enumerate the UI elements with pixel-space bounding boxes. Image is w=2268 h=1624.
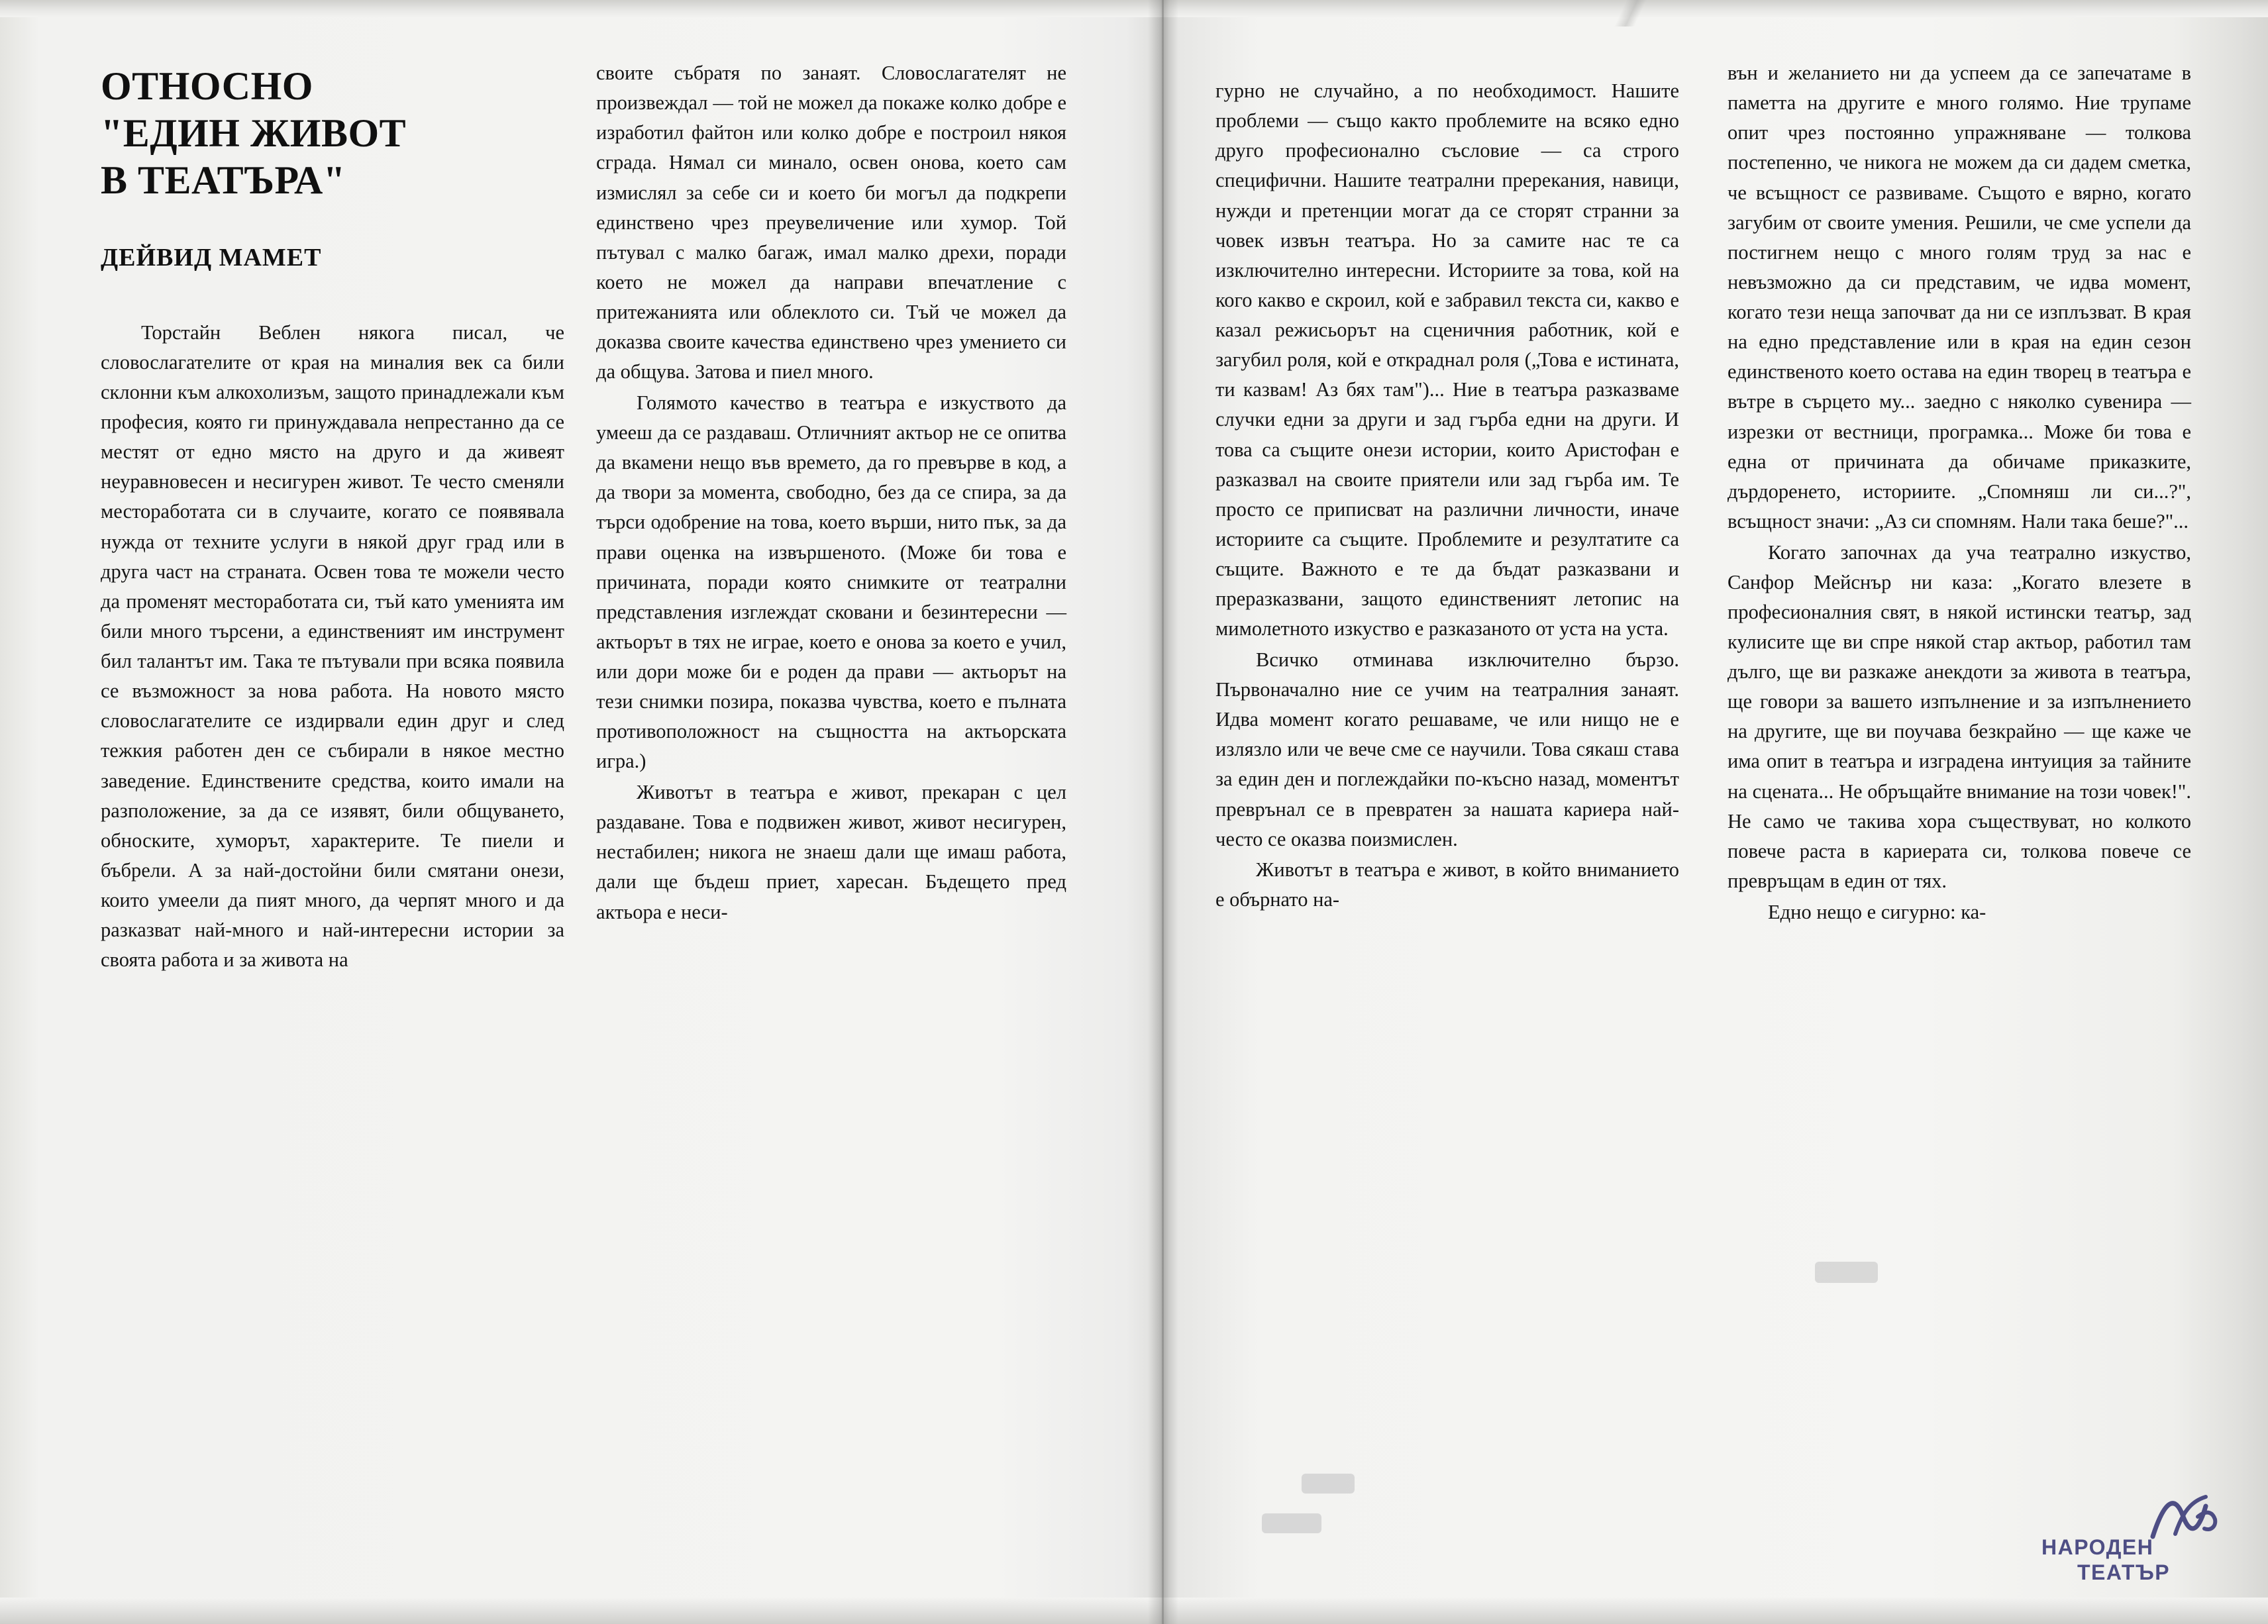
- page-title-line-2: "ЕДИН ЖИВОТ: [101, 111, 407, 155]
- text-column-3: [1215, 76, 1679, 916]
- paragraph: Животът в театъра е живот, прекаран с цел раздаване. Това е подвижен живот, живот несигурен, нестабилен; никога не знаеш дали ще имаш работа, дали ще бъдеш приет, харесан. Бъдещето пред актьора е неси-: [596, 781, 1066, 923]
- stamp-label-bottom: ТЕАТЪР: [2077, 1560, 2171, 1584]
- paragraph: Торстайн Веблен някога писал, че словослагателите от края на миналия век са били склонни към алкохолизъм, защото принадлежали към професия, която ги принуждавала непрестанно да се местят от едно място на друго и да живеят неуравновесен и несигурен живот. Те често сменяли местоработата си в случаите, когато се появявала нужда от техните услуги в някой друг град или в друга част на страната. Освен това те можели често да променят местоработата си, тъй като уменията им били много търсени, а единственият им инструмент бил талантът им. Така те пътували при всяка появила се възможност за нова работа. На новото място словослагателите се издирвали един друг и след тежкия работен ден се събирали в някое местно заведение. Единствените средства, които имали на разположение, за да се изявят, били общуването, обноските, хуморът, характерите. Те пиели и бъбрели. А за най-достойни били смятани онези, които умеели да пият много, да черпят много и да разказват най-много и най-интересни истории за своята работа и за живота на: [101, 321, 564, 972]
- paragraph: Когато започнах да уча театрално изкуство, Санфор Мейснър ни каза: „Когато влезете в професионалния свят, в някой истински театър, зад кулисите ще ви спре някой стар актьор, работил там дълго, ще ви разкаже анекдоти за живота в театъра, ще говори за вашето изпълнение и за изпълнението на другите, ще ви поучава безкрайно — ще каже че има опит в театъра и изградена интуиция за тайните на сцената... Не обръщайте внимание на този човек!". Не само че такива хора съществуват, но колкото повече раста в кариерата си, толкова повече се превръщам в един от тях.: [1727, 540, 2191, 892]
- page-title: [101, 63, 564, 203]
- page-title-line-1: ОТНОСНО: [101, 64, 313, 108]
- paragraph: Едно нещо е сигурно: ка-: [1768, 900, 1986, 923]
- paragraph: Животът в театъра е живот, в който вниманието е обърнато на-: [1215, 858, 1679, 911]
- author-byline: ДЕЙВИД МАМЕТ: [101, 244, 322, 272]
- paragraph: Голямото качество в театъра е изкуството да умееш да се раздаваш. Отличният актьор не се опитва да вкамени нещо във времето, да го превърве в код, а да твори за момента, свободно, без да се спира, за да търси одобрение на това, което върши, нито пък, за да прави оценка на извършеното. (Може би това е причината, поради която снимките от театрални представления изглеждат сковани и безинтересни — актьорът в тях не играе, което е онова за което е учил, или дори може би е роден да прави — актьорът на тези снимки позира, показва чувства, което е пълната противоположност на същността на актьорската игра.): [596, 391, 1066, 773]
- paragraph: вън и желанието ни да успеем да се запечатаме в паметта на другите е много голямо. Ние трупаме опит чрез постоянно упражняване — толкова постепенно, че никога не можем да си дадем сметка, че всъщност се развиваме. Същото е вярно, когато загубим от своите умения. Решили, че сме успели да постигнем нещо с много голям труд за нас е невъзможно да си представим, че идва момент, когато тези неща започват да ни се изплъзват. В края на едно представление или в края на един сезон единственото което остава на един творец в театъра е вътре в сърцето му... заедно с няколко сувенира — изрезки от вестници, програмка... Може би това е една от причината да обичаме приказките, дърдоренето, историите. „Спомняш ли си...?", всъщност значи: „Аз си спомням. Нали така беше?"...: [1727, 62, 2191, 533]
- page-title-line-3: В ТЕАТЪРА": [101, 158, 346, 202]
- text-column-4: [1727, 58, 2191, 928]
- scan-smudge: [1262, 1513, 1321, 1533]
- stamp-label-top: НАРОДЕН: [2041, 1535, 2154, 1559]
- paragraph: своите събратя по занаят. Словослагателят не произвеждал — той не можел да покаже колко добре е изработил файтон или колко добре е построил някоя сграда. Нямал си минало, освен онова, което сам измислял за себе си и което би могъл да подкрепи единствено чрез преувеличение или хумор. Той пътувал с малко багаж, имал малко дрехи, поради което не можел да направи впечатление с притежанията или облеклото си. Тъй че можел да доказва своите качества единствено чрез умението си да общува. Затова и пиел много.: [596, 62, 1066, 383]
- scan-smudge: [1302, 1474, 1355, 1494]
- scan-smudge: [1815, 1262, 1878, 1283]
- text-column-2: [596, 58, 1066, 928]
- paragraph: Всичко отминава изключително бързо. Първоначално ние се учим на театралния занаят. Идва момент когато решаваме, че или нищо не е излязло или че вече сме се научили. Това сякаш става за един ден и поглеждайки по-късно назад, моментът преврънал се в превратен за нашата кариера най-често се оказва поизмислен.: [1215, 648, 1679, 850]
- paragraph: гурно не случайно, а по необходимост. Нашите проблеми — също както проблемите на всяко едно друго професионално съсловие — са строго специфични. Нашите театрални пререкания, навици, нужди и претенции могат да се сторят странни за човек извън театъра. Но за самите нас те са изключително интересни. Историите за това, кой на кого какво е скроил, кой е забравил текста си, какво е казал режисьорът на сценичния работник, кой е загубил роля, кой е откраднал роля („Това е истината, ти казвам! Аз бях там")... Ние в театъра разказваме случки едни за други и зад гърба едни на други. И това са същите онези истории, които Аристофан е разказвал на своите приятели или зад гърба им. Те просто се приписват на различни личности, иначе историите са същите. Проблемите и резултатите са същите. Важното е те да бъдат разказвани и преразказвани, защото единственият летопис на мимолетното изкуство е разказаното от уста на уста.: [1215, 79, 1679, 640]
- text-column-1: [101, 63, 564, 976]
